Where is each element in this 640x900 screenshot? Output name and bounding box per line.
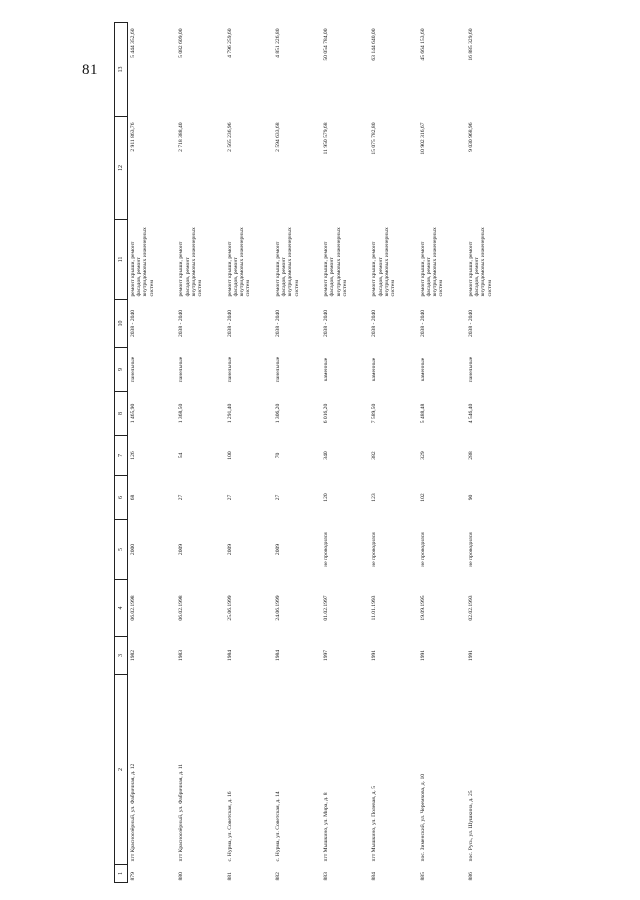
cell-total-area: 1 306,20 (274, 403, 281, 424)
cell-address: с. Нурма, ул. Советская, д. 14 (274, 791, 281, 862)
cell-repair-cost: 10 902 316,67 (419, 122, 426, 155)
page-number: 81 (82, 62, 98, 78)
cell-total-area: 4 546,40 (468, 403, 475, 424)
cell-address: с. Нурма, ул. Советская, д. 16 (226, 791, 233, 862)
cell-limit-cost: 5 444 352,60 (130, 28, 136, 58)
cell-apartments-count: 27 (274, 494, 281, 501)
column-header-9: 9 (115, 348, 128, 392)
column-header-10: 10 (115, 300, 128, 348)
column-header-3: 3 (115, 637, 128, 675)
cell-wall-material: панельные (130, 356, 136, 383)
cell-work-types: ремонт крыши, ремонт фасадов, ремонт внутридомовых инженерных систем (419, 227, 445, 297)
cell-repair-cost: 2 594 633,68 (274, 122, 281, 152)
column-header-5: 5 (115, 520, 128, 580)
cell-last-repair-year: не проводился (323, 532, 330, 567)
cell-work-types: ремонт крыши, ремонт фасадов, ремонт внутридомовых инженерных систем (226, 227, 252, 297)
cell-work-types: ремонт крыши, ремонт фасадов, ремонт внутридомовых инженерных систем (468, 227, 493, 297)
cell-address: пос. Зименский, ул. Черемхова, д. 10 (419, 773, 426, 862)
column-header-1: 1 (115, 865, 128, 883)
cell-last-repair-year: не проводился (468, 532, 475, 567)
cell-apartments-count: 90 (468, 494, 475, 501)
cell-work-types: ремонт крыши, ремонт фасадов, ремонт внутридомовых инженерных систем (371, 227, 397, 297)
cell-row-number: 884 (371, 872, 378, 881)
cell-last-repair-year: 2009 (178, 543, 185, 556)
cell-privatization-date: 25.06.1999 (226, 595, 233, 621)
cell-repair-period: 2038 - 2040 (323, 309, 330, 338)
column-header-8: 8 (115, 392, 128, 436)
repair-program-table (114, 22, 514, 883)
cell-row-number: 881 (226, 872, 233, 881)
cell-repair-cost: 15 075 782,80 (371, 122, 378, 155)
cell-total-area: 1 368,50 (178, 403, 185, 424)
cell-build-year: 1982 (130, 649, 136, 662)
cell-address: пос. Русь, ул. Шушкина, д. 25 (468, 790, 475, 862)
cell-address: пгт Красноозёрный, ул. Фабричная, д. 12 (130, 763, 136, 862)
table-row (418, 23, 466, 883)
cell-last-repair-year: 2000 (130, 543, 136, 556)
cell-apartments-count: 120 (323, 493, 330, 502)
cell-build-year: 1991 (371, 649, 378, 662)
cell-row-number: 886 (468, 872, 475, 881)
cell-address: пгт Мышкино, ул. Мира, д. 8 (323, 792, 330, 862)
cell-repair-cost: 11 950 579,68 (323, 122, 330, 155)
cell-work-types: ремонт крыши, ремонт фасадов, ремонт внутридомовых инженерных систем (274, 227, 300, 297)
cell-apartments-count: 102 (419, 493, 426, 502)
cell-repair-cost: 9 030 968,96 (468, 122, 475, 152)
cell-row-number: 885 (419, 872, 426, 881)
cell-work-types: ремонт крыши, ремонт фасадов, ремонт внутридомовых инженерных систем (323, 227, 348, 297)
column-header-4: 4 (115, 580, 128, 637)
table-row (128, 23, 177, 883)
cell-total-area: 6 016,20 (323, 403, 330, 424)
cell-repair-period: 2038 - 2040 (371, 309, 378, 338)
cell-build-year: 1984 (226, 649, 233, 662)
cell-build-year: 1997 (323, 649, 330, 662)
cell-total-area: 1 291,40 (226, 403, 233, 424)
cell-build-year: 1991 (419, 649, 426, 662)
cell-wall-material: каменные (323, 357, 330, 382)
cell-repair-period: 2038 - 2040 (468, 309, 475, 338)
cell-privatization-date: 06.02.1998 (130, 595, 136, 621)
cell-wall-material: каменные (419, 357, 426, 382)
cell-total-area: 1 465,90 (130, 403, 136, 424)
cell-last-repair-year: 2009 (226, 543, 233, 556)
cell-privatization-date: 01.02.1997 (323, 595, 330, 621)
cell-repair-cost: 2 718 388,40 (178, 122, 185, 152)
cell-row-number: 883 (323, 872, 330, 881)
cell-repair-cost: 2 565 236,96 (226, 122, 233, 152)
cell-work-types: ремонт крыши, ремонт фасадов, ремонт внутридомовых инженерных систем (130, 227, 155, 297)
cell-limit-cost: 16 885 329,60 (468, 28, 475, 61)
cell-work-types: ремонт крыши, ремонт фасадов, ремонт внутридомовых инженерных систем (178, 227, 203, 297)
cell-privatization-date: 02.02.1993 (468, 595, 475, 621)
cell-total-area: 7 589,50 (371, 403, 378, 424)
cell-residents-count: 340 (323, 451, 330, 460)
cell-limit-cost: 5 082 609,00 (178, 28, 185, 58)
cell-residents-count: 288 (468, 451, 475, 460)
cell-apartments-count: 27 (178, 494, 185, 501)
table-header-row (115, 23, 128, 883)
cell-build-year: 1991 (468, 649, 475, 662)
table-row (321, 23, 369, 883)
cell-privatization-date: 06.02.1998 (178, 595, 185, 621)
cell-wall-material: панельные (178, 356, 185, 383)
cell-privatization-date: 11.01.1993 (371, 595, 378, 621)
cell-residents-count: 54 (178, 452, 185, 459)
cell-wall-material: панельные (226, 356, 233, 383)
cell-privatization-date: 19.09.1995 (419, 595, 426, 621)
cell-build-year: 1983 (178, 649, 185, 662)
cell-residents-count: 100 (226, 451, 233, 460)
table-row (466, 23, 514, 883)
cell-residents-count: 70 (274, 452, 281, 459)
cell-repair-period: 2038 - 2040 (419, 309, 426, 338)
cell-row-number: 882 (274, 872, 281, 881)
cell-wall-material: панельные (468, 356, 475, 383)
cell-apartments-count: 68 (130, 494, 136, 501)
cell-last-repair-year: 2009 (274, 543, 281, 556)
cell-limit-cost: 50 054 784,00 (323, 28, 330, 61)
cell-limit-cost: 63 144 640,00 (371, 28, 378, 61)
cell-repair-period: 2038 - 2040 (130, 309, 136, 338)
cell-address: пгт Красноозёрный, ул. Фабричная, д. 11 (178, 763, 185, 862)
column-header-13: 13 (115, 23, 128, 117)
column-header-7: 7 (115, 436, 128, 476)
cell-repair-period: 2038 - 2040 (226, 309, 233, 338)
cell-total-area: 5 488,48 (419, 403, 426, 424)
cell-apartments-count: 123 (371, 493, 378, 502)
column-header-12: 12 (115, 117, 128, 220)
cell-residents-count: 126 (130, 451, 136, 460)
cell-repair-period: 2038 - 2040 (178, 309, 185, 338)
cell-limit-cost: 4 851 226,80 (274, 28, 281, 58)
cell-row-number: 880 (178, 872, 185, 881)
cell-privatization-date: 24.06.1999 (274, 595, 281, 621)
cell-address: пгт Мышкино, ул. Полевая, д. 5 (371, 785, 378, 862)
table-row (369, 23, 417, 883)
table-row (273, 23, 321, 883)
cell-repair-cost: 2 911 863,76 (130, 122, 136, 152)
cell-residents-count: 382 (371, 451, 378, 460)
cell-repair-period: 2038 - 2040 (274, 309, 281, 338)
cell-limit-cost: 45 664 153,60 (419, 28, 426, 61)
cell-residents-count: 329 (419, 451, 426, 460)
cell-wall-material: панельные (274, 356, 281, 383)
cell-limit-cost: 4 796 259,60 (226, 28, 233, 58)
column-header-11: 11 (115, 220, 128, 300)
table-row (225, 23, 273, 883)
cell-last-repair-year: не проводился (371, 532, 378, 567)
table-row (176, 23, 224, 883)
cell-row-number: 879 (130, 872, 136, 881)
cell-apartments-count: 27 (226, 494, 233, 501)
cell-wall-material: каменные (371, 357, 378, 382)
cell-last-repair-year: не проводился (419, 532, 426, 567)
column-header-2: 2 (115, 675, 128, 865)
rotated-table-container (114, 23, 584, 883)
column-header-6: 6 (115, 476, 128, 520)
cell-build-year: 1984 (274, 649, 281, 662)
